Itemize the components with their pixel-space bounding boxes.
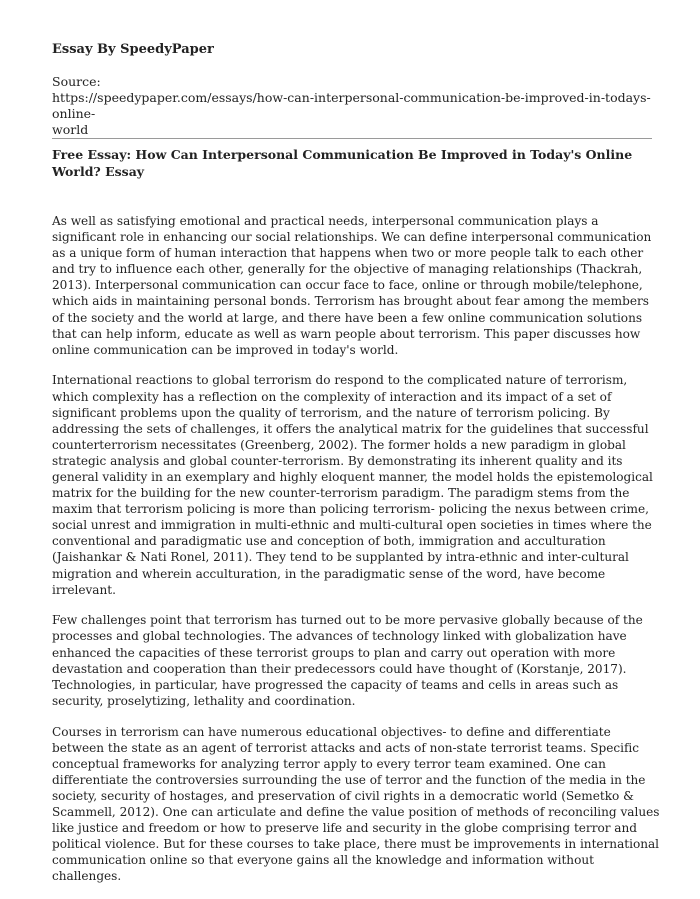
source-label: Source: — [52, 74, 101, 89]
divider — [52, 138, 652, 139]
essay-paragraph: As well as satisfying emotional and practical needs, interpersonal communication plays a significant role in enhancing our social relationships. We can define interpersonal communication as a unique form of human interaction that happens when two or more people talk to each other and try to influence each other, generally for the objective of managing relationships (Thackrah, 2013). Interpersonal communication can occur face to face, online or through mobile/telephone, which aids in maintaining personal bonds. Terrorism has brought about fear among the members of the society and the world at large, and there have been a few online communication solutions that can help inform, educate as well as warn people about terrorism. This paper discusses how online communication can be improved in today's world. — [52, 214, 652, 357]
essay-paragraph: International reactions to global terrorism do respond to the complicated nature of terrorism, which complexity has a reflection on the complexity of interaction and its impact of a set of significant problems upon the quality of terrorism, and the nature of terrorism policing. By addressing the sets of challenges, it offers the analytical matrix for the guidelines that successful counterterrorism necessitates (Greenberg, 2002). The former holds a new paradigm in global strategic analysis and global counter-terrorism. By demonstrating its inherent quality and its general validity in an exemplary and highly eloquent manner, the model holds the epistemological matrix for the building for the new counter-terrorism paradigm. The paradigm stems from the maxim that terrorism policing is more than policing terrorism- policing the nexus between crime, social unrest and immigration in multi-ethnic and multi-cultural open societies in times where the conventional and paradigmatic use and conception of both, immigration and acculturation (Jaishankar & Nati Ronel, 2011). They tend to be supplanted by intra-ethnic and inter-cultural migration and wherein acculturation, in the paradigmatic sense of the word, have become irrelevant. — [52, 373, 653, 597]
essay-paragraph: Few challenges point that terrorism has turned out to be more pervasive globally because of the processes and global technologies. The advances of technology linked with globalization have enhanced the capacities of these terrorist groups to plan and carry out operation with more devastation and cooperation than their predecessors could have thought of (Korstanje, 2017). Technologies, in particular, have progressed the capacity of teams and cells in areas such as security, proselytizing, lethality and coordination. — [52, 613, 643, 708]
source-block — [52, 74, 672, 138]
document-header-title: Essay By SpeedyPaper — [52, 42, 214, 57]
source-url[interactable]: https://speedypaper.com/essays/how-can-interpersonal-communication-be-improved-in-todays-online- world — [52, 90, 651, 137]
essay-body — [52, 213, 664, 899]
essay-title: Free Essay: How Can Interpersonal Communication Be Improved in Today's Online World? Essay — [52, 147, 633, 179]
essay-paragraph: Courses in terrorism can have numerous educational objectives- to define and differentiate between the state as an agent of terrorist attacks and acts of non-state terrorist teams. Specific conceptual frameworks for analyzing terror apply to every terror team examined. One can differentiate the controversies surrounding the use of terror and the function of the media in the society, security of hostages, and preservation of civil rights in a democratic world (Semetko & Scammell, 2012). One can articulate and define the value position of methods of reconciling values like justice and freedom or how to preserve life and security in the globe comprising terror and political violence. But for these courses to take place, there must be improvements in international communication online so that everyone gains all the knowledge and information without challenges. — [52, 724, 660, 884]
